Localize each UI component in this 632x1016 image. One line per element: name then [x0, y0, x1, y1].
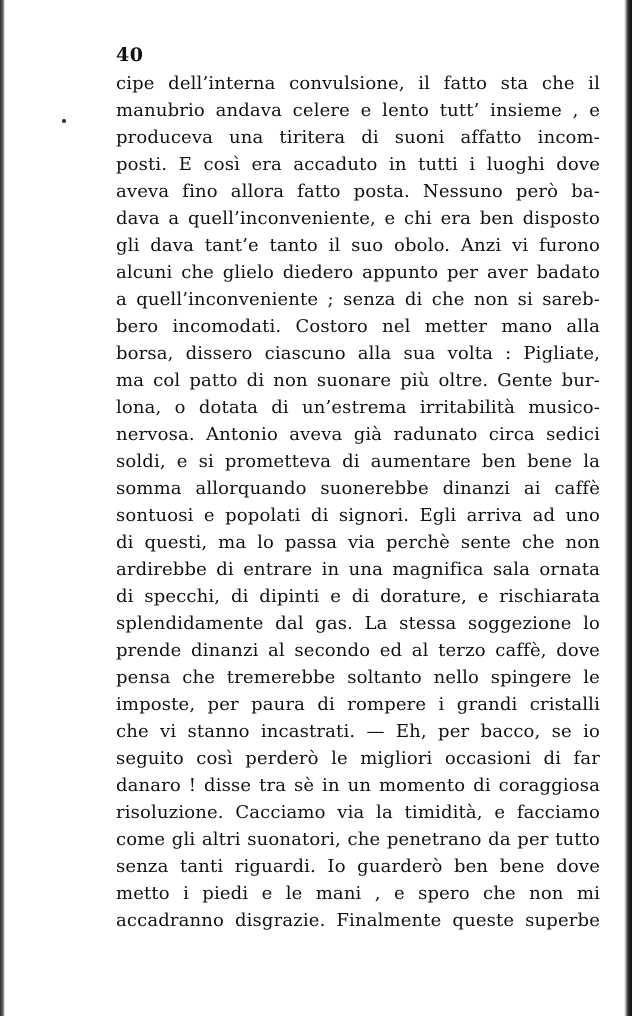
text-line: prende dinanzi al secondo ed al terzo caffè, dove: [116, 640, 600, 661]
text-line: a quell’inconveniente ; senza di che non si sareb-: [116, 289, 600, 310]
text-line: cipe dell’interna convulsione, il fatto sta che il: [116, 73, 600, 94]
text-line: sontuosi e popolati di signori. Egli arriva ad uno: [116, 505, 600, 526]
text-line: che vi stanno incastrati. — Eh, per bacco, se io: [116, 721, 600, 742]
body-text: [116, 70, 600, 934]
text-line: come gli altri suonatori, che penetrano da per tutto: [116, 829, 600, 850]
text-line: dava a quell’inconveniente, e chi era ben disposto: [116, 208, 600, 229]
text-line: manubrio andava celere e lento tutt’ insieme , e: [116, 100, 600, 121]
text-line: lona, o dotata di un’estrema irritabilità musico-: [116, 397, 600, 418]
page-right-edge: [624, 0, 632, 1016]
text-line: somma allorquando suonerebbe dinanzi ai caffè: [116, 478, 600, 499]
page-number: 40: [116, 44, 144, 66]
text-line: soldi, e si prometteva di aumentare ben bene la: [116, 451, 600, 472]
text-line: posti. E così era accaduto in tutti i luoghi dove: [116, 154, 600, 175]
text-line: seguito così perderò le migliori occasioni di far: [116, 748, 600, 769]
text-line: bero incomodati. Costoro nel metter mano alla: [116, 316, 600, 337]
text-line: imposte, per paura di rompere i grandi cristalli: [116, 694, 600, 715]
text-line: nervosa. Antonio aveva già radunato circa sedici: [116, 424, 600, 445]
text-line: pensa che tremerebbe soltanto nello spingere le: [116, 667, 600, 688]
text-line: di questi, ma lo passa via perchè sente che non: [116, 532, 600, 553]
text-line: metto i piedi e le mani , e spero che non mi: [116, 883, 600, 904]
text-line: risoluzione. Cacciamo via la timidità, e facciamo: [116, 802, 600, 823]
text-line: aveva fino allora fatto posta. Nessuno però ba-: [116, 181, 600, 202]
text-line: borsa, dissero ciascuno alla sua volta : Pigliate,: [116, 343, 600, 364]
text-line: ma col patto di non suonare più oltre. Gente bur-: [116, 370, 600, 391]
text-line: ardirebbe di entrare in una magnifica sala ornata: [116, 559, 600, 580]
page-left-edge: [0, 0, 5, 1016]
text-line: danaro ! disse tra sè in un momento di coraggiosa: [116, 775, 600, 796]
text-line: senza tanti riguardi. Io guarderò ben bene dove: [116, 856, 600, 877]
text-line: alcuni che glielo diedero appunto per aver badato: [116, 262, 600, 283]
text-line: splendidamente dal gas. La stessa soggezione lo: [116, 613, 600, 634]
text-line: produceva una tiritera di suoni affatto incom-: [116, 127, 600, 148]
text-line: accadranno disgrazie. Finalmente queste superbe: [116, 910, 600, 931]
text-line: gli dava tant’e tanto il suo obolo. Anzi vi furono: [116, 235, 600, 256]
text-line: di specchi, di dipinti e di dorature, e rischiarata: [116, 586, 600, 607]
margin-mark: [62, 119, 66, 123]
